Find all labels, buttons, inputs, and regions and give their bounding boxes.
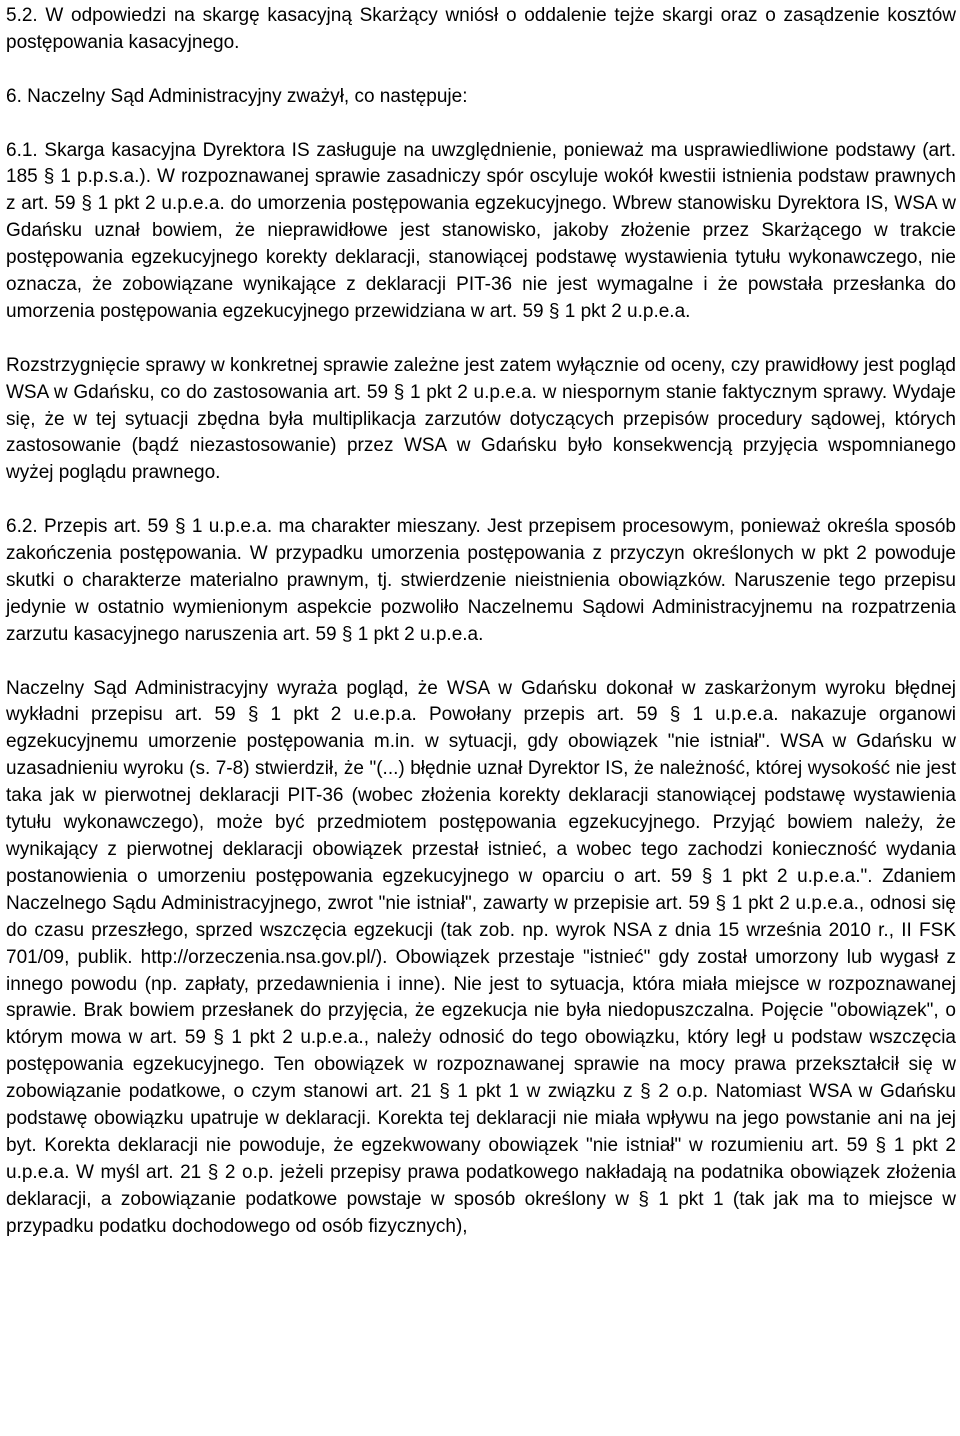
paragraph-6-heading: 6. Naczelny Sąd Administracyjny zważył, co następuje: [6, 85, 468, 107]
paragraph-5-2: 5.2. W odpowiedzi na skargę kasacyjną Skarżący wniósł o oddalenie tejże skargi oraz o zasądzenie kosztów postępowania kasacyjnego. [6, 5, 956, 53]
spacer-paragraph [6, 57, 956, 84]
paragraph-nsa-view: Naczelny Sąd Administracyjny wyraża pogląd, że WSA w Gdańsku dokonał w zaskarżonym wyroku błędnej wykładni przepisu art. 59 § 1 pkt 2 u.e.p.a. Powołany przepis art. 59 § 1 u.p.e.a. nakazuje organowi egzekucyjnemu umorzenie postępowania m.in. w sytuacji, gdy obowiązek "nie istniał". WSA w Gdańsku w uzasadnieniu wyroku (s. 7-8) stwierdził, że "(...) błędnie uznał Dyrektor IS, że należność, której wysokość nie jest taka jak w pierwotnej deklaracji PIT-36 (wobec złożenia korekty deklaracji stanowiącej podstawę wystawienia tytułu wykonawczego), może być przedmiotem postępowania egzekucyjnego. Przyjąć bowiem należy, że wynikający z pierwotnej deklaracji obowiązek przestał istnieć, a wobec tego zachodzi konieczność wydania postanowienia o umorzeniu postępowania egzekucyjnego w oparciu o art. 59 § 1 pkt 2 u.p.e.a.". Zdaniem Naczelnego Sądu Administracyjnego, zwrot "nie istniał", zawarty w przepisie art. 59 § 1 pkt 2 u.p.e.a., odnosi się do czasu przeszłego, sprzed wszczęcia egzekucji (tak zob. np. wyrok NSA z dnia 15 września 2010 r., II FSK 701/09, publik. http://orzeczenia.nsa.gov.pl/). Obowiązek przestaje "istnieć" gdy został umorzony lub wygasł z innego powodu (np. zapłaty, przedawnienia i inne). Nie jest to sytuacja, która miała miejsce w rozpoznawanej sprawie. Brak bowiem przesłanek do przyjęcia, że egzekucja nie była niedopuszczalna. Pojęcie "obowiązek", o którym mowa w art. 59 § 1 pkt 2 u.p.e.a., należy odnosić do tego obowiązku, który legł u podstaw wszczęcia postępowania egzekucyjnego. Ten obowiązek w rozpoznawanej sprawie na mocy prawa przekształcił się w zobowiązanie podatkowe, o czym stanowi art. 21 § 1 pkt 1 w związku z § 2 o.p. Natomiast WSA w Gdańsku podstawę obowiązku upatruje w deklaracji. Korekta tej deklaracji nie miała wpływu na jego powstanie ani na jej byt. Korekta deklaracji nie powoduje, że egzekwowany obowiązek "nie istniał" w rozumieniu art. 59 § 1 pkt 2 u.p.e.a. W myśl art. 21 § 2 o.p. jeżeli przepisy prawa podatkowego nakładają na podatnika obowiązek złożenia deklaracji, a zobowiązanie podatkowe powstaje w sposób określony w § 1 pkt 1 (tak jak ma to miejsce w przypadku podatku dochodowego od osób fizycznych), [6, 677, 956, 1237]
paragraph-6-2: 6.2. Przepis art. 59 § 1 u.p.e.a. ma charakter mieszany. Jest przepisem procesowym, ponieważ określa sposób zakończenia postępowania. W przypadku umorzenia postępowania z przyczyn określonych w pkt 2 powoduje skutki o charakterze materialno prawnym, tj. stwierdzenie nieistnienia obowiązków. Naruszenie tego przepisu jedynie w ostatnio wymienionym aspekcie pozwoliło Naczelnemu Sądowi Administracyjnemu na rozpatrzenia zarzutu kasacyjnego naruszenia art. 59 § 1 pkt 2 u.p.e.a. [6, 516, 956, 645]
paragraph-resolution: Rozstrzygnięcie sprawy w konkretnej sprawie zależne jest zatem wyłącznie od oceny, czy prawidłowy jest pogląd WSA w Gdańsku, co do zastosowania art. 59 § 1 pkt 2 u.p.e.a. w niespornym stanie faktycznym sprawy. Wydaje się, że w tej sytuacji zbędna była multiplikacja zarzutów dotyczących przepisów procedury sądowej, których zastosowanie (bądź niezastosowanie) przez WSA w Gdańsku było konsekwencją przyjęcia wspomnianego wyżej poglądu prawnego. [6, 354, 956, 484]
paragraph-6-1: 6.1. Skarga kasacyjna Dyrektora IS zasługuje na uwzględnienie, ponieważ ma usprawiedliwione podstawy (art. 185 § 1 p.p.s.a.). W rozpoznawanej sprawie zasadniczy spór oscyluje wokół kwestii istnienia podstaw prawnych z art. 59 § 1 pkt 2 u.p.e.a. do umorzenia postępowania egzekucyjnego. Wbrew stanowisku Dyrektora IS, WSA w Gdańsku uznał bowiem, że nieprawidłowe jest stanowisko, jakoby złożenie przez Skarżącego w trakcie postępowania egzekucyjnego korekty deklaracji, stanowiącej podstawę wystawienia tytułu wykonawczego, nie oznacza, że zobowiązane wynikające z deklaracji PIT-36 nie jest wymagalne i że powstała przesłanka do umorzenia postępowania egzekucyjnego przewidziana w art. 59 § 1 pkt 2 u.p.e.a. [6, 139, 956, 322]
